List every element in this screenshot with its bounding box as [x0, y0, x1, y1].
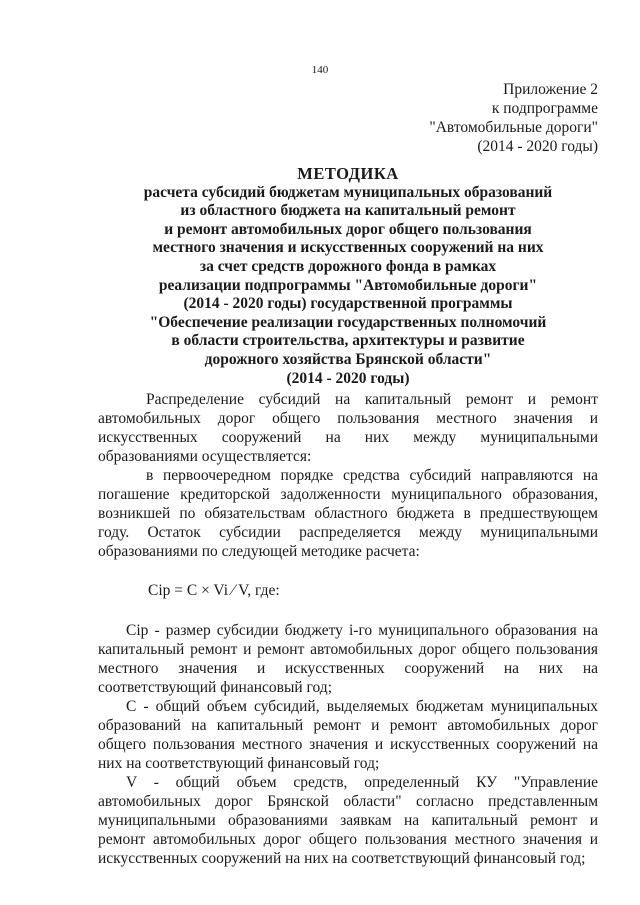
title-line: "Обеспечение реализации государственных полномочий: [149, 313, 547, 331]
document-body: [98, 390, 598, 868]
title-line: (2014 - 2020 годы) государственной программы: [183, 295, 513, 313]
title-line: реализации подпрограммы "Автомобильные дороги": [158, 276, 538, 294]
definition-cip: Cip - размер субсидии бюджету i-го муниципального образования на капитальный ремонт и ремонт автомобильных дорог общего пользования местного значения и искусственных сооружений на них на соответствующий финансовый год;: [98, 622, 598, 696]
appendix-line: Приложение 2: [503, 81, 598, 98]
title-line: расчета субсидий бюджетам муниципальных образований: [143, 183, 553, 201]
title-line: в области строительства, архитектуры и развитие: [171, 332, 525, 350]
title-line: и ремонт автомобильных дорог общего пользования: [164, 220, 532, 238]
definition-c: C - общий объем субсидий, выделяемых бюджетам муниципальных образований на капитальный ремонт и ремонт автомобильных дорог общего пользования местного значения и искусственных сооружений на них на соответствующий финансовый год;: [98, 698, 598, 772]
title-heading: МЕТОДИКА: [297, 164, 399, 183]
title-line: (2014 - 2020 годы): [286, 369, 410, 387]
paragraph-distribution: Распределение субсидий на капитальный ремонт и ремонт автомобильных дорог общего пользования местного значения и искусственных сооружений на них между муниципальными образованиями осуществляется:: [98, 391, 598, 465]
title-line: из областного бюджета на капитальный ремонт: [180, 202, 516, 220]
title-line: за счет средств дорожного фонда в рамках: [199, 257, 497, 275]
title-line: дорожного хозяйства Брянской области": [204, 350, 492, 368]
appendix-line: "Автомобильные дороги": [429, 119, 598, 136]
page-number: 140: [311, 64, 329, 76]
definition-v: V - общий объем средств, определенный КУ "Управление автомобильных дорог Брянской области" согласно представленным муниципальными образованиями заявкам на капитальный ремонт и ремонт автомобильных дорог общего пользования местного значения и искусственных сооружений на них на соответствующий финансовый год;: [98, 774, 598, 867]
paragraph-priority: в первоочередном порядке средства субсидий направляются на погашение кредиторской задолженности муниципального образования, возникшей по обязательствам областного бюджета в предшествующем году. Остаток субсидии распределяется между муниципальными образованиями по следующей методике расчета:: [98, 467, 598, 560]
appendix-line: (2014 - 2020 годы): [477, 138, 598, 155]
appendix-line: к подпрограмме: [491, 100, 598, 117]
document-title: [98, 165, 598, 388]
formula: Cip = C × Vi ⁄ V, где:: [148, 582, 280, 599]
title-line: местного значения и искусственных сооружений на них: [152, 239, 544, 257]
appendix-block: [429, 80, 598, 156]
